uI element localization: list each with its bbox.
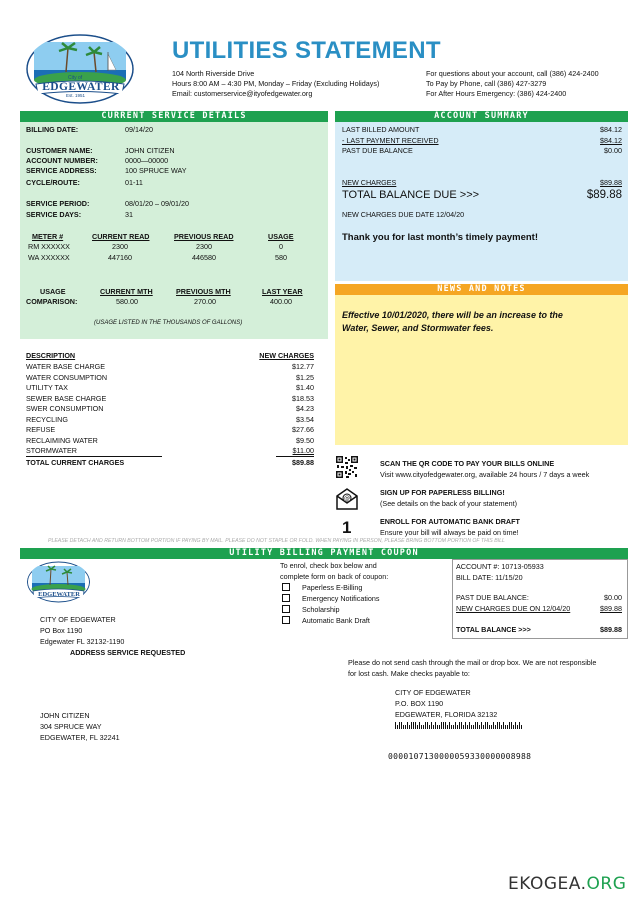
charge-amount: $1.25 [296,372,314,382]
charge-description: REFUSE [26,425,56,434]
barcode-bar [477,722,478,729]
barcode-bar [479,725,480,729]
service-address-value: 100 SPRUCE WAY [125,166,187,175]
payee-line: P.O. BOX 1190 [395,699,444,708]
barcode-bar [503,722,504,729]
questions-phone: For questions about your account, call (386) 424-2400 [426,69,599,78]
watermark-brand [508,874,626,895]
billing-date-value: 09/14/20 [125,125,153,134]
return-address-line: CITY OF EDGEWATER [40,615,116,624]
meter-current-read: 2300 [112,242,128,251]
ocr-scan-line: 0000107130000059330000008988 [388,752,532,761]
barcode-bar [457,725,458,729]
coupon-total-value: $89.88 [600,625,622,634]
customer-name-value: JOHN CITIZEN [125,146,175,155]
pay-by-phone: To Pay by Phone, call (386) 427-3279 [426,79,547,88]
charge-description: RECYCLING [26,414,68,424]
current-month-usage: 580.00 [116,297,138,306]
news-text: Effective 10/01/2020, there will be an increase to the Water, Sewer, and Stormwater fees. [342,310,563,333]
coupon-new-due-value: $89.88 [600,604,622,613]
emergency-notifications-checkbox[interactable] [282,594,290,602]
barcode-bar [405,725,406,729]
charge-description: RECLAIMING WATER [26,435,98,445]
barcode-bar [491,725,492,729]
usage-note: (USAGE LISTED IN THE THOUSANDS OF GALLONS) [94,320,243,326]
customer-name-label: CUSTOMER NAME: [26,146,93,155]
usage-header: USAGE [268,232,294,241]
barcode-bar [493,722,494,729]
barcode-bar [509,722,510,729]
svg-text:@: @ [344,495,350,502]
thank-you-message: Thank you for last month’s timely payment! [342,232,539,243]
total-balance-label: TOTAL BALANCE DUE >>> [342,189,480,201]
charge-amount: $12.77 [292,362,314,371]
barcode-bar [423,725,424,729]
charge-description: STORMWATER [26,446,77,455]
coupon-bill-date: BILL DATE: 11/15/20 [456,573,523,582]
return-address-line: Edgewater FL 32132-1190 [40,637,125,646]
barcode-bar [483,725,484,729]
auto-draft-option-label: Automatic Bank Draft [302,616,370,625]
detach-note: PLEASE DETACH AND RETURN BOTTOM PORTION IF PAYING BY MAIL. PLEASE DO NOT STAPLE OR FOLD. WHEN PAYING IN PERSON, PLEASE BRING BOTTOM PORTION OF THIS BILL [48,538,505,544]
payee-line: EDGEWATER, FLORIDA 32132 [395,710,498,719]
office-email: Email: customerservice@ityofedgewater.org [172,89,313,98]
charge-amount: $1.40 [296,383,314,392]
barcode-bar [437,725,438,729]
usage-comparison-label: COMPARISON: [26,297,78,306]
barcode-bar [413,722,414,729]
barcode-bar [467,725,468,729]
barcode-bar [481,722,482,729]
account-number-label: ACCOUNT NUMBER: [26,156,98,165]
news-bar: NEWS AND NOTES [335,284,628,295]
qr-text: Visit www.cityofedgewater.org, available 24 hours / 7 days a week [380,470,590,479]
account-summary-bar: ACCOUNT SUMMARY [335,111,628,122]
barcode-bar [519,722,520,729]
barcode-bar [485,722,486,729]
barcode-bar [421,725,422,729]
charge-amount: $4.23 [296,404,314,413]
service-period-label: SERVICE PERIOD: [26,199,90,208]
meter-previous-read: 2300 [196,242,212,251]
barcode-bar [475,722,476,729]
barcode-bar [511,722,512,729]
charges-total-line [26,456,162,457]
barcode-bar [429,725,430,729]
barcode-bar [445,722,446,729]
last-billed-value: $84.12 [600,125,622,134]
charge-amount: $18.53 [292,393,314,403]
barcode-bar [401,722,402,729]
barcode-bar [415,722,416,729]
barcode-bar [473,725,474,729]
paperless-text: (See details on the back of your statement) [380,499,518,508]
charges-total-line [276,456,314,457]
barcode-bar [451,725,452,729]
barcode-bar [469,722,470,729]
customer-mailing-line: EDGEWATER, FL 32241 [40,733,120,742]
barcode-bar [397,725,398,729]
paperless-checkbox[interactable] [282,583,290,591]
paperless-title: SIGN UP FOR PAPERLESS BILLING! [380,488,505,497]
enroll-text: To enrol, check box below and [280,561,377,570]
qr-code-icon [336,456,358,478]
total-balance-value: $89.88 [586,189,622,201]
charge-description: WATER CONSUMPTION [26,372,108,382]
barcode-bar [407,722,408,729]
barcode-bar [431,722,432,729]
coupon-logo-name: EDGEWATER [38,591,80,598]
brand-part-1: EKOGEA. [508,874,587,894]
office-address: 104 North Riverside Drive [172,69,255,78]
page-title: UTILITIES STATEMENT [172,37,441,64]
return-address-line: PO Box 1190 [40,626,83,635]
previous-month-usage: 270.00 [194,297,216,306]
auto-draft-text: Ensure your bill will always be paid on time! [380,528,519,537]
cycle-route-value: 01-11 [125,178,143,187]
barcode-bar [521,725,522,729]
current-read-header: CURRENT READ [92,232,150,241]
payee-line: CITY OF EDGEWATER [395,688,471,697]
customer-mailing-line: JOHN CITIZEN [40,711,90,720]
barcode-bar [499,722,500,729]
barcode-bar [455,722,456,729]
barcode-bar [487,722,488,729]
new-charges-header: NEW CHARGES [259,351,314,360]
due-date: NEW CHARGES DUE DATE 12/04/20 [342,210,465,219]
email-envelope-icon [335,487,359,511]
paperless-option-label: Paperless E-Billing [302,583,363,592]
past-due-value: $0.00 [604,146,622,155]
barcode-bar [505,725,506,729]
coupon-past-due-label: PAST DUE BALANCE: [456,593,529,602]
barcode-bar [427,722,428,729]
service-details-bar: CURRENT SERVICE DETAILS [20,111,328,122]
coupon-new-due-label: NEW CHARGES DUE ON 12/04/20 [456,604,571,613]
barcode-bar [465,722,466,729]
service-days-value: 31 [125,210,133,219]
auto-draft-checkbox[interactable] [282,616,290,624]
meter-id: WA XXXXXX [28,253,70,262]
charge-amount: $11.00 [292,446,314,455]
barcode-bar [439,725,440,729]
emergency-option-label: Emergency Notifications [302,594,380,603]
barcode-bar [419,722,420,729]
account-number-value: 0000—00000 [125,156,169,165]
last-year-header: LAST YEAR [262,287,303,296]
emergency-phone: For After Hours Emergency: (386) 424-2400 [426,89,567,98]
customer-mailing-line: 304 SPRUCE WAY [40,722,102,731]
barcode-bar [425,722,426,729]
description-header: DESCRIPTION [26,351,76,360]
brand-part-2: ORG [586,874,627,894]
scholarship-checkbox[interactable] [282,605,290,613]
barcode-bar [409,725,410,729]
last-billed-label: LAST BILLED AMOUNT [342,125,420,134]
barcode-bar [517,725,518,729]
charge-description: WATER BASE CHARGE [26,362,106,371]
new-charges-label: NEW CHARGES [342,178,397,187]
barcode-bar [403,725,404,729]
auto-draft-title: ENROLL FOR AUTOMATIC BANK DRAFT [380,517,520,526]
total-current-charges-value: $89.88 [292,458,314,467]
charge-amount: $3.54 [296,414,314,424]
logo-est: Est. 1951 [66,93,86,98]
barcode-bar [463,725,464,729]
service-period-value: 08/01/20 – 09/01/20 [125,199,189,208]
meter-current-read: 447160 [108,253,132,262]
barcode-bar [461,722,462,729]
coupon-past-due-value: $0.00 [604,593,622,602]
cycle-route-label: CYCLE/ROUTE: [26,178,80,187]
barcode-bar [433,725,434,729]
barcode-bar [435,722,436,729]
barcode-bar [417,725,418,729]
barcode-bar [441,722,442,729]
barcode-bar [447,725,448,729]
charge-amount: $9.50 [296,435,314,445]
new-charges-value: $89.88 [600,178,622,187]
enroll-text: complete form on back of coupon: [280,572,389,581]
last-payment-label: - LAST PAYMENT RECEIVED [342,136,439,145]
barcode-bar [501,725,502,729]
barcode-bar [489,725,490,729]
last-year-usage: 400.00 [270,297,292,306]
auto-draft-icon: 1 [342,518,352,537]
barcode-bar [399,722,400,729]
logo-caption: City of [68,75,83,81]
previous-read-header: PREVIOUS READ [174,232,234,241]
service-address-label: SERVICE ADDRESS: [26,166,97,175]
barcode-bar [515,722,516,729]
coupon-total-label: TOTAL BALANCE >>> [456,625,531,634]
office-hours: Hours 8:00 AM – 4:30 PM, Monday – Friday (Excluding Holidays) [172,79,380,88]
postal-barcode [395,722,522,729]
meter-usage: 580 [275,253,287,262]
scholarship-option-label: Scholarship [302,605,340,614]
past-due-label: PAST DUE BALANCE [342,146,413,155]
charge-description: SEWER BASE CHARGE [26,393,107,403]
barcode-bar [453,725,454,729]
meter-previous-read: 446580 [192,253,216,262]
meter-id: RM XXXXXX [28,242,70,251]
logo-name: EDGEWATER [42,81,120,93]
barcode-bar [449,722,450,729]
cash-note: Please do not send cash through the mail or drop box. We are not responsible for lost cash. Make checks payable to: [348,658,597,678]
charge-amount: $27.66 [292,425,314,434]
charge-description: SWER CONSUMPTION [26,404,104,413]
barcode-bar [459,722,460,729]
total-current-charges-label: TOTAL CURRENT CHARGES [26,458,125,467]
coupon-account-number: ACCOUNT #: 10713-05933 [456,562,544,571]
barcode-bar [471,725,472,729]
barcode-bar [443,722,444,729]
barcode-bar [507,725,508,729]
barcode-bar [497,722,498,729]
barcode-bar [411,722,412,729]
usage-comparison-title: USAGE [40,287,66,296]
previous-month-header: PREVIOUS MTH [176,287,231,296]
address-service-requested: ADDRESS SERVICE REQUESTED [70,648,186,657]
payment-coupon-bar: UTILITY BILLING PAYMENT COUPON [20,548,628,559]
meter-header: METER # [32,232,64,241]
meter-usage: 0 [279,242,283,251]
billing-date-label: BILLING DATE: [26,125,79,134]
qr-title: SCAN THE QR CODE TO PAY YOUR BILLS ONLINE [380,459,555,468]
barcode-bar [395,722,396,729]
last-payment-value: $84.12 [600,136,622,145]
service-days-label: SERVICE DAYS: [26,210,82,219]
current-month-header: CURRENT MTH [100,287,153,296]
barcode-bar [495,725,496,729]
charge-description: UTILITY TAX [26,383,68,392]
barcode-bar [513,725,514,729]
